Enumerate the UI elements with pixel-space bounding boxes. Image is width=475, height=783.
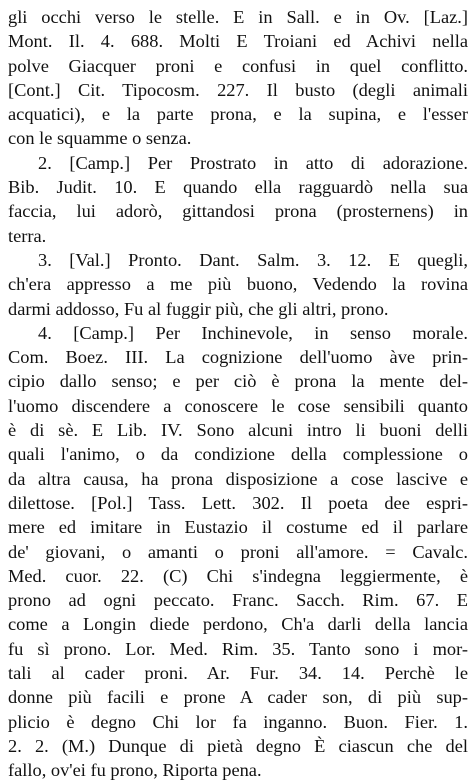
- text-line: da altra causa, ha prona disposizione a cose lascive e: [8, 468, 468, 489]
- text-line: gli occhi verso le stelle. E in Sall. e in Ov. [Laz.]: [8, 7, 468, 27]
- text-line: quali l'animo, o da condizione della complessione o: [8, 444, 468, 465]
- dictionary-entry-text: [8, 5, 468, 783]
- text-line: donne più facili e prone A cader son, di più sup-: [8, 687, 468, 708]
- text-line: plicio è degno Chi lor fa inganno. Buon. Fier. 1.: [8, 711, 468, 732]
- text-line: con le squamme o senza.: [8, 128, 192, 149]
- text-line: cipio dallo senso; e per ciò è prona la mente del-: [8, 371, 468, 392]
- text-line: fu sì prono. Lor. Med. Rim. 35. Tanto sono i mor-: [8, 638, 468, 659]
- text-line: prono ad ogni peccato. Franc. Sacch. Rim. 67. E: [8, 590, 468, 611]
- text-line: de' giovani, o amanti o proni all'amore. = Cavalc.: [8, 541, 468, 562]
- text-line: polve Giacquer proni e confusi in quel conflitto.: [8, 55, 468, 76]
- text-line: Med. cuor. 22. (C) Chi s'indegna leggiermente, è: [8, 565, 468, 586]
- text-line: tali al cader proni. Ar. Fur. 34. 14. Perchè le: [8, 663, 468, 684]
- text-line: [Cont.] Cit. Tipocosm. 227. Il busto (degli animali: [8, 79, 468, 100]
- text-line: terra.: [8, 225, 47, 246]
- text-line: acquatici), e la parte prona, e la supina, e l'esser: [8, 104, 468, 125]
- sense-heading-line: 2. [Camp.] Per Prostrato in atto di adorazione.: [38, 152, 468, 173]
- text-line: 2. 2. (M.) Dunque di pietà degno È ciascun che del: [8, 735, 468, 756]
- text-line: darmi addosso, Fu al fuggir più, che gli altri, prono.: [8, 298, 389, 319]
- text-line: Bib. Judit. 10. E quando ella ragguardò nella sua: [8, 177, 468, 198]
- sense-heading-line: 3. [Val.] Pronto. Dant. Salm. 3. 12. E quegli,: [38, 249, 468, 270]
- text-line: Com. Boez. III. La cognizione dell'uomo àve prin-: [8, 347, 468, 368]
- text-line: Mont. Il. 4. 688. Molti E Troiani ed Achivi nella: [8, 31, 468, 52]
- text-line: l'uomo discendere a conoscere le cose sensibili quanto: [8, 395, 468, 416]
- text-line: come a Longin diede perdono, Ch'a darli della lancia: [8, 614, 468, 635]
- text-line: è di sè. E Lib. IV. Sono alcuni intro li buoni delli: [8, 420, 468, 441]
- text-line: faccia, lui adorò, gittandosi prona (prosternens) in: [8, 201, 468, 222]
- text-line: mere ed imitare in Eustazio il costume ed il parlare: [8, 517, 468, 538]
- text-line: dilettose. [Pol.] Tass. Lett. 302. Il poeta dee espri-: [8, 492, 468, 513]
- sense-heading-line: 4. [Camp.] Per Inchinevole, in senso morale.: [38, 322, 468, 343]
- text-line: fallo, ov'ei fu prono, Riporta pena.: [8, 760, 262, 781]
- text-line: ch'era appresso a me più buono, Vedendo la rovina: [8, 274, 468, 295]
